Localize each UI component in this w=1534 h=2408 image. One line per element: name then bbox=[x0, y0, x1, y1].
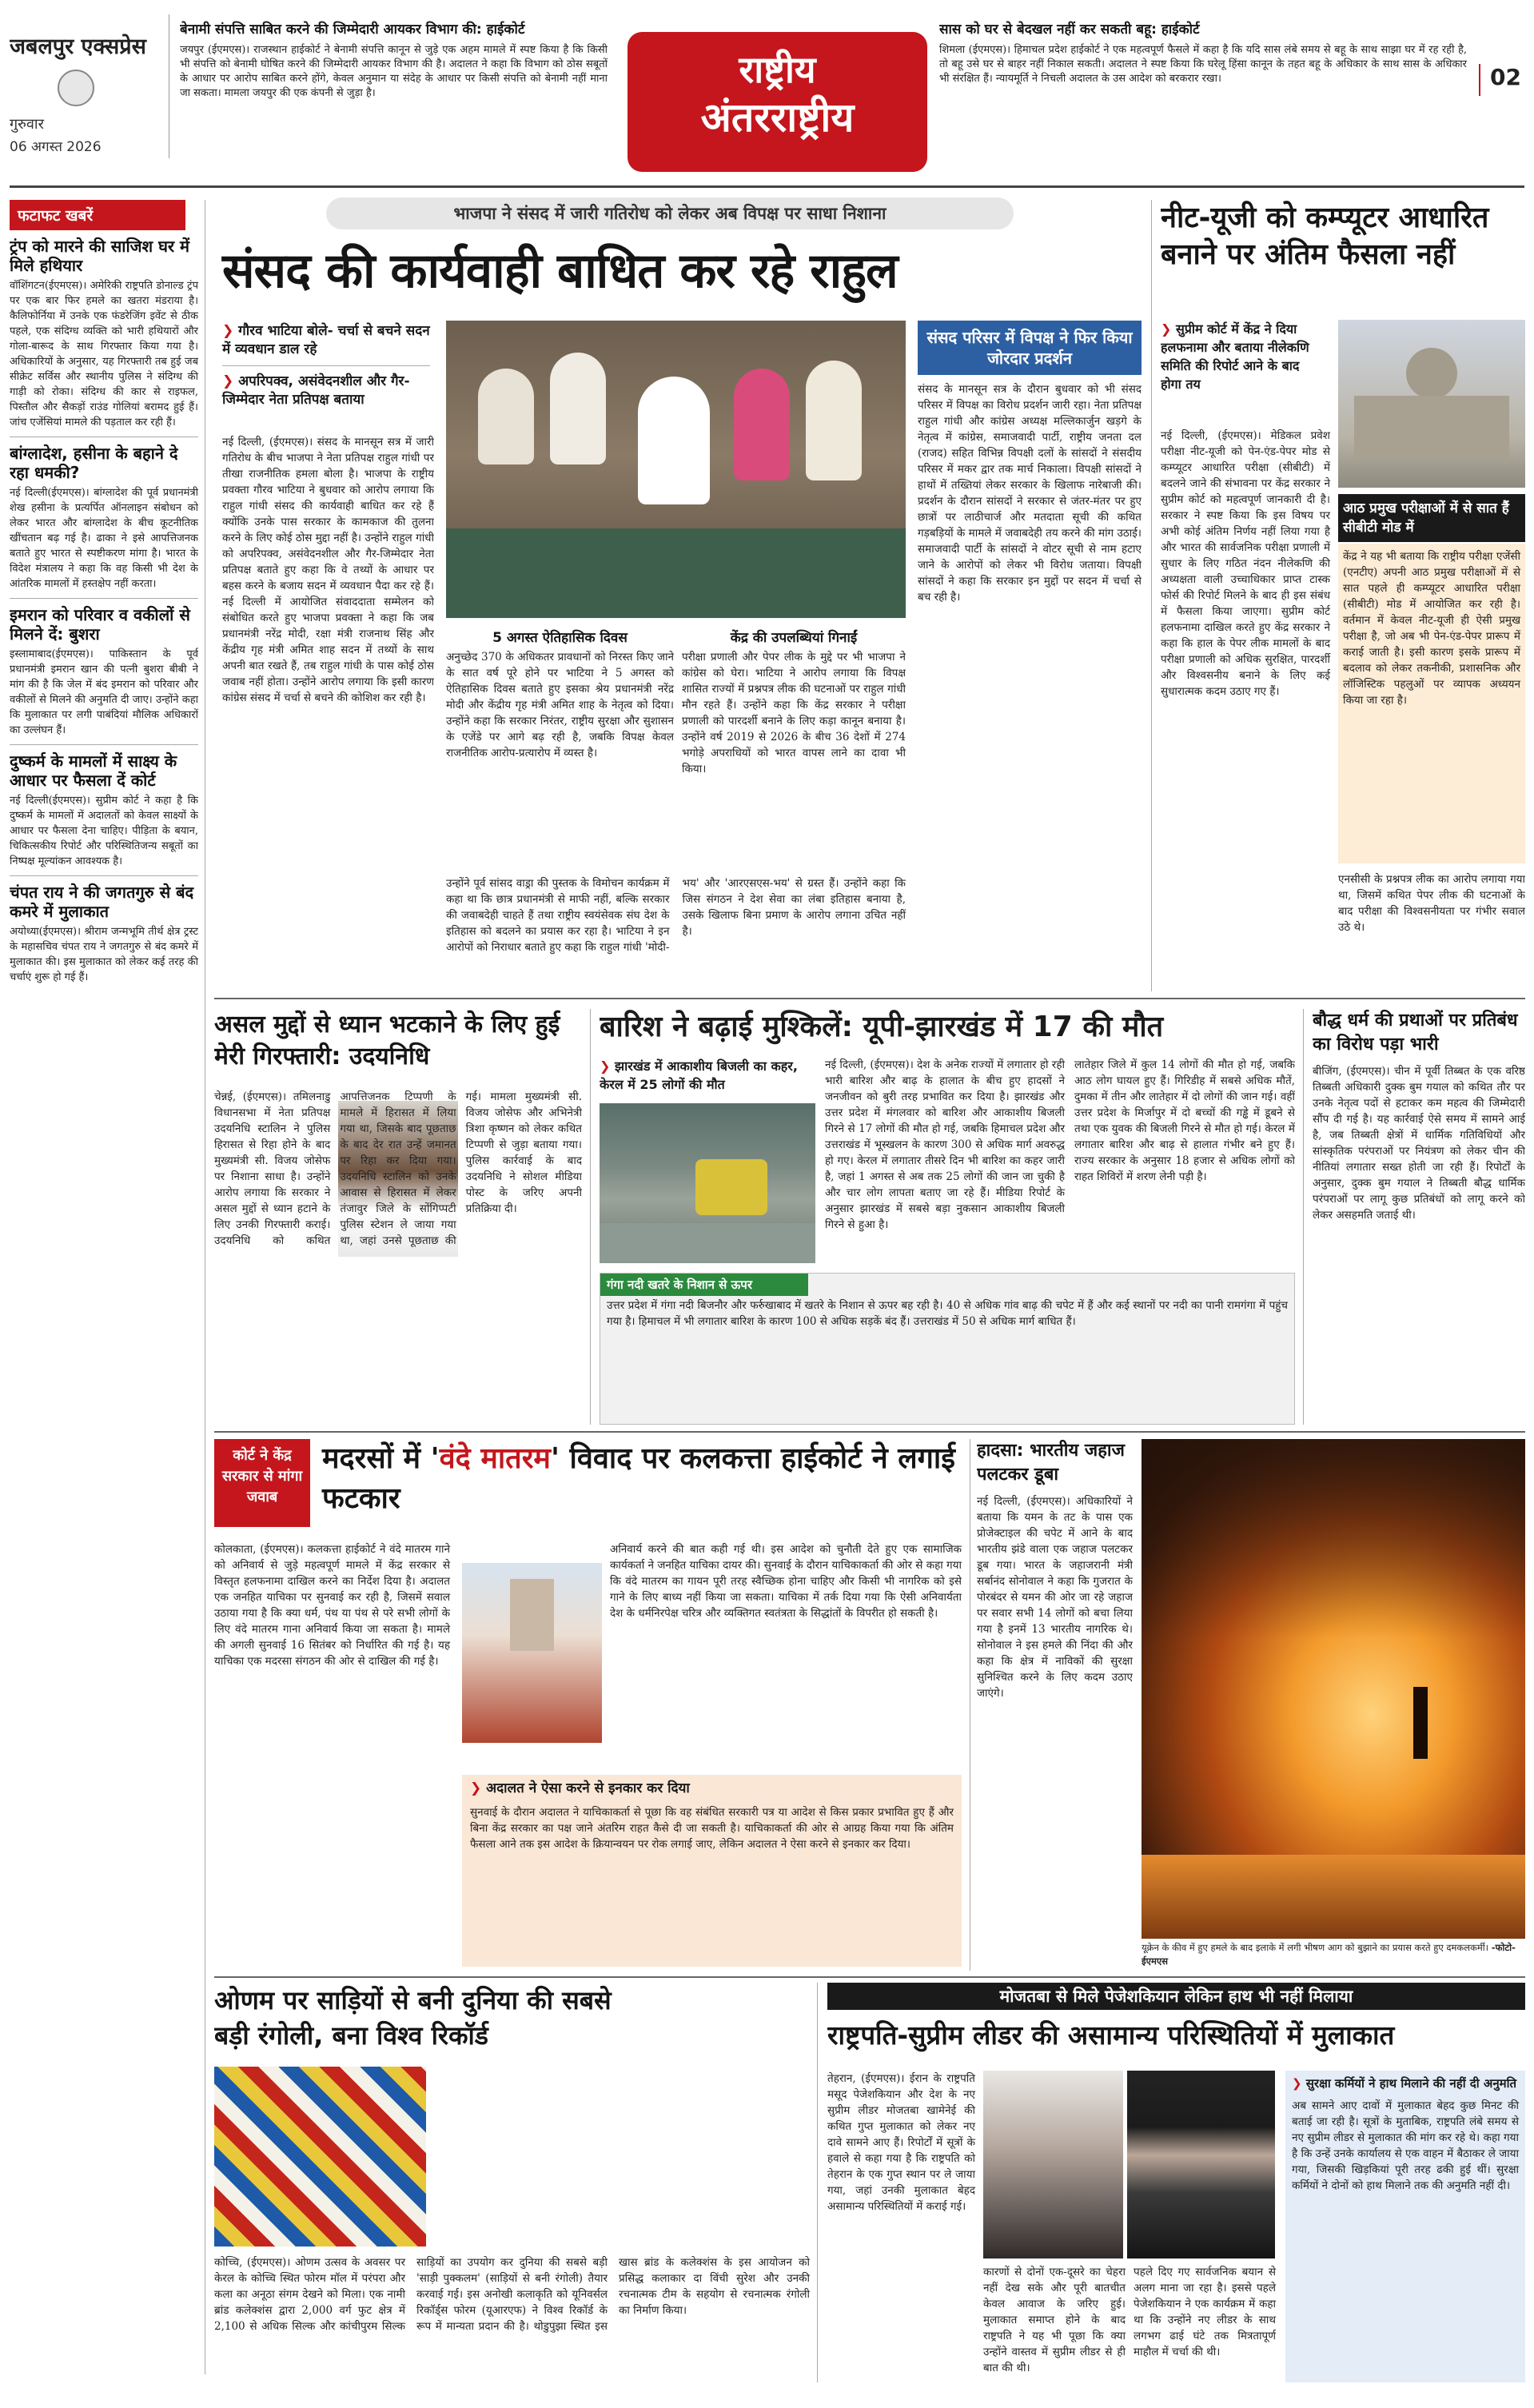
opposition-headline: संसद परिसर में विपक्ष ने फिर किया जोरदार प्रदर्शन bbox=[918, 321, 1142, 375]
neet-headline: नीट-यूजी को कम्प्यूटर आधारित बनाने पर अंतिम फैसला नहीं bbox=[1161, 201, 1489, 271]
lead-body: नई दिल्ली, (ईएमएस)। संसद के मानसून सत्र में जारी गतिरोध के बीच भाजपा ने नेता प्रतिपक्ष राहुल गांधी पर तीखा राजनीतिक हमला बोला है। भाजपा के राष्ट्रीय प्रवक्ता गौरव भाटिया ने बुधवार को आरोप लगाया कि राहुल गांधी संसद की कार्यवाही बाधित कर रहे हैं क्योंकि उनके पास सरकार के कामकाज की तुलना करने के लिए कोई ठोस मुद्दा नहीं है। उन्होंने राहुल गांधी को अपरिपक्व, असंवेदनशील और गैर-जिम्मेदार नेता प्रतिपक्ष बताते हुए कहा कि वे तथ्यों के आधार पर बहस करने के बजाय सदन में व्यवधान पैदा कर रहे हैं। नई दिल्ली में आयोजित संवाददाता सम्मेलन को संबोधित करते हुए भाजपा प्रवक्ता ने कहा कि जब प्रधानमंत्री नरेंद्र मोदी, रक्षा मंत्री राजनाथ सिंह और केंद्रीय गृह मंत्री अमित शाह सदन में तथ्यों के साथ अपनी बात रखते हैं, तब राहुल गांधी के पास कोई ठोस जवाब नहीं होता। उन्होंने आरोप लगाया कि इसी कारण कांग्रेस संसद में चर्चा से बचने की कोशिश कर रही है। bbox=[222, 436, 434, 704]
udhayanidhi-story bbox=[214, 1009, 582, 1425]
iran-mid2: पहले दिए गए सार्वजनिक बयान से अलग माना जा रहा है। इससे पहले पेजेशकियान ने एक कार्यक्रम में कहा था कि उन्होंने नए लीडर के साथ लगभग ढाई घंटे तक मित्रतापूर्ण माहौल में चर्चा की थी। bbox=[1134, 2266, 1276, 2358]
ganga-head: गंगा नदी खतरे के निशान से ऊपर bbox=[600, 1274, 808, 1296]
lead-col-b-head: 5 अगस्त ऐतिहासिक दिवस bbox=[492, 630, 628, 646]
section-rule-3 bbox=[214, 1976, 1525, 1978]
vande-box-head: ❯ अदालत ने ऐसा करने से इनकार कर दिया bbox=[470, 1780, 690, 1796]
masthead-rule bbox=[10, 185, 1524, 188]
lead-kicker: भाजपा ने संसद में जारी गतिरोध को लेकर अब विपक्ष पर साधा निशाना bbox=[326, 197, 1014, 229]
brief-3-body: इस्लामाबाद(ईएमएस)। पाकिस्तान के पूर्व प्रधानमंत्री इमरान खान की पत्नी बुशरा बीबी ने मांग की है कि जेल में बंद इमरान को परिवार और वकीलों से मिलने की अनुमति दी जाए। उन्होंने कहा कि मुलाकात पर लगी पाबंदियां मौलिक अधिकारों का उल्लंघन हैं। bbox=[10, 648, 198, 736]
top-right-headline: सास को घर से बेदखल नहीं कर सकती बहू: हाईकोर्ट bbox=[939, 22, 1200, 38]
fire-caption-credit: -फोटो-ईएमएस bbox=[1142, 1942, 1516, 1967]
lead-col-c-body: परीक्षा प्रणाली और पेपर लीक के मुद्दे पर भी भाजपा ने कांग्रेस को घेरा। भाटिया ने आरोप लगाया कि विपक्ष शासित राज्यों में प्रश्नपत्र लीक की घटनाओं पर राहुल गांधी मौन रहते हैं। उन्होंने कहा कि केंद्र सरकार ने परीक्षा प्रणाली को पारदर्शी बनाने के लिए कड़ा कानून बनाया है। उन्होंने वर्ष 2019 से 2026 के बीच 36 देशों में 274 भगोड़े अपराधियों को भारत वापस लाने का दावा भी किया। bbox=[682, 651, 906, 775]
section-line2: अंतरराष्ट्रीय bbox=[700, 94, 855, 141]
lead-sub1: ❯ गौरव भाटिया बोले- चर्चा से बचने सदन में व्यवधान डाल रहे bbox=[222, 323, 430, 357]
brief-5-headline: चंपत राय ने की जगतगुरु से बंद कमरे में मुलाकात bbox=[10, 883, 194, 921]
section-rule-1 bbox=[214, 998, 1525, 999]
brief-2-body: नई दिल्ली(ईएमएस)। बांग्लादेश की पूर्व प्रधानमंत्री शेख हसीना के प्रत्यर्पित ऑनलाइन संबोधन को लेकर भारत और बांग्लादेश के बीच कूटनीतिक खींचतान बढ़ गई है। ढाका ने इसे आपत्तिजनक बताते हुए भारत से स्पष्टीकरण मांगा है। भारत के विदेश मंत्रालय ने कहा कि वह किसी भी देश के आंतरिक मामलों में हस्तक्षेप नहीं करता। bbox=[10, 487, 198, 590]
opposition-box bbox=[918, 321, 1142, 988]
fire-caption-text: यूक्रेन के कीव में हुए हमले के बाद इलाके में लगी भीषण आग को बुझाने का प्रयास करते हुए दमकलकर्मी। bbox=[1142, 1942, 1489, 1953]
brief-4-body: नई दिल्ली(ईएमएस)। सुप्रीम कोर्ट ने कहा है कि दुष्कर्म के मामलों में अदालतों को केवल साक्ष्यों के आधार पर फैसला देना चाहिए। पीड़िता के बयान, चिकित्सकीय रिपोर्ट और परिस्थितिजन्य सबूतों का निष्पक्ष मूल्यांकन आवश्यक है। bbox=[10, 795, 198, 867]
issue-day: गुरुवार bbox=[10, 116, 44, 133]
vande-box bbox=[462, 1775, 962, 1967]
iran-box-head: ❯ सुरक्षा कर्मियों ने हाथ मिलाने की नहीं दी अनुमति bbox=[1292, 2076, 1517, 2091]
lead-photo bbox=[446, 321, 906, 618]
paper-emblem bbox=[58, 70, 94, 106]
lead-subheads bbox=[222, 322, 430, 409]
issue-date: 06 अगस्त 2026 bbox=[10, 139, 102, 155]
fire-caption bbox=[1142, 1941, 1525, 1970]
fatafat-label: फटाफट खबरें bbox=[10, 200, 185, 230]
rain-body2: लातेहार जिले में कुल 14 लोगों की मौत हो गई, जबकि आठ लोग घायल हुए हैं। गिरिडीह में सबसे अधिक मौतें, दुमका में तीन और लातेहार में दो लोगों की जान गई। वहीं उत्तर प्रदेश के मिर्जापुर में दो बच्चों की गड्ढे में डूबने से तथा एक युवक की बिजली गिरने से मौत हो गई। केरल में लगातार बारिश और बाढ़ से हालात गंभीर बने हुए हैं। राज्य सरकार के अनुसार 18 हजार से अधिक लोगों को राहत शिविरों में शरण लेनी पड़ी है। bbox=[1074, 1058, 1295, 1183]
udhayanidhi-headline: असल मुद्दों से ध्यान भटकाने के लिए हुई मेरी गिरफ्तारी: उदयनिधि bbox=[214, 1011, 560, 1070]
vande-body: कोलकाता, (ईएमएस)। कलकत्ता हाईकोर्ट ने वंदे मातरम गाने को अनिवार्य से जुड़े महत्वपूर्ण मामले में केंद्र सरकार से विस्तृत हलफनामा दाखिल करने का निर्देश दिया है। अदालत एक जनहित याचिका पर सुनवाई कर रही है, जिसमें सवाल उठाया गया है कि क्या धर्म, पंथ या पंथ से परे सभी लोगों के लिए वंदे मातरम गाना अनिवार्य किया जा सकता है। मामले की अगली सुनवाई 16 सितंबर को निर्धारित की गई है। यह याचिका एक मदरसा संगठन की ओर से दाखिल की गई है। bbox=[214, 1543, 450, 1668]
rain-story bbox=[600, 1009, 1295, 1425]
brief-5-body: अयोध्या(ईएमएस)। श्रीराम जन्मभूमि तीर्थ क्षेत्र ट्रस्ट के महासचिव चंपत राय ने जगतगुरु से बंद कमरे में मुलाकात की। इस मुलाकात को लेकर कई तरह की चर्चाएं शुरू हो गई हैं। bbox=[10, 926, 198, 983]
brief-2-headline: बांग्लादेश, हसीना के बहाने दे रहा धमकी? bbox=[10, 444, 178, 482]
rain-sub: ❯ झारखंड में आकाशीय बिजली का कहर, केरल में 25 लोगों की मौत bbox=[600, 1058, 798, 1092]
ship-body: नई दिल्ली, (ईएमएस)। अधिकारियों ने बताया कि यमन के तट के पास एक प्रोजेक्टाइल की चपेट में आने के बाद भारतीय झंडे वाला एक जहाज पलटकर डूब गया। भारत के जहाजरानी मंत्री सर्बानंद सोनोवाल ने कहा कि गुजरात के पोरबंदर से यमन की ओर जा रहे जहाज पर सवार सभी 14 लोगों को बचा लिया गया है इनमें 13 भारतीय नागरिक थे। सोनोवाल ने इस हमले की निंदा की और कहा कि क्षेत्र में नाविकों की सुरक्षा सुनिश्चित करने के लिए कदम उठाए जाएंगे। bbox=[977, 1495, 1133, 1700]
brief-1 bbox=[10, 237, 198, 430]
pezeshkian-photo bbox=[983, 2071, 1123, 2258]
masthead-logo-box bbox=[10, 14, 169, 158]
iran-headline: राष्ट्रपति-सुप्रीम लीडर की असामान्य परिस्थितियों में मुलाकात bbox=[827, 2019, 1395, 2051]
iran-kicker: मोजतबा से मिले पेजेशकियान लेकिन हाथ भी नहीं मिलाया bbox=[827, 1983, 1525, 2010]
lead-headline: संसद की कार्यवाही बाधित कर रहे राहुल bbox=[222, 243, 898, 299]
vande-story bbox=[214, 1439, 962, 1971]
brief-1-body: वॉशिंगटन(ईएमएस)। अमेरिकी राष्ट्रपति डोनाल्ड ट्रंप पर एक बार फिर हमले का खतरा मंडराया है। कैलिफोर्निया में उनके एक फंडरेजिंग इवेंट से ठीक पहले, एक संदिग्ध व्यक्ति को भारी हथियारों और गोला-बारूद के साथ गिरफ्तार किया गया है। अधिकारियों के अनुसार, यह गिरफ्तारी तब हुई जब सीक्रेट सर्विस और स्थानीय पुलिस ने संदिग्ध की गाड़ी को रोका। संदिग्ध की कार से राइफल, पिस्तौल और सैकड़ों राउंड गोलियां बरामद हुई हैं। जांच एजेंसियां मामले की पड़ताल कर रही हैं। bbox=[10, 280, 198, 429]
vande-box-body: सुनवाई के दौरान अदालत ने याचिकाकर्ता से पूछा कि वह संबंधित सरकारी पत्र या आदेश से किस प्रकार प्रभावित हुए हैं और बिना केंद्र सरकार का पक्ष जाने अंतरिम राहत कैसे दी जा सकती है। याचिकाकर्ता की ओर से आग्रह किया गया कि अंतिम फैसला आने तक इस आदेश के क्रियान्वयन पर रोक लगाई जाए, लेकिन अदालत ने ऐसा करने से इनकार कर दिया। bbox=[470, 1806, 954, 1851]
iran-story bbox=[827, 1983, 1525, 2382]
vande-col2: अनिवार्य करने की बात कही गई थी। इस आदेश को चुनौती देते हुए एक सामाजिक कार्यकर्ता ने जनहित याचिका दायर की। सुनवाई के दौरान याचिकाकर्ता की ओर से कहा गया कि वंदे मातरम का गायन पूरी तरह स्वैच्छिक होना चाहिए और किसी भी नागरिक को इसे गाने के लिए बाध्य नहीं किया जा सकता। याचिका में तर्क दिया गया कि ऐसी अनिवार्यता देश के धर्मनिरपेक्ष चरित्र और व्यक्तिगत स्वतंत्रता के सिद्धांतों के विपरीत हो सकती है। bbox=[610, 1543, 962, 1620]
top-left-body: जयपुर (ईएमएस)। राजस्थान हाईकोर्ट ने बेनामी संपत्ति कानून से जुड़े एक अहम मामले में स्पष्ट किया है कि किसी भी संपत्ति को बेनामी घोषित करने की जिम्मेदारी आयकर विभाग की है। अदालत ने कहा कि विभाग को ठोस सबूतों के आधार पर आरोप साबित करने होंगे, केवल अनुमान या संदेह के आधार पर किसी संपत्ति को बेनामी नहीं माना जा सकता। मामला जयपुर की एक कंपनी से जुड़ा है। bbox=[180, 44, 608, 99]
opposition-body: संसद के मानसून सत्र के दौरान बुधवार को भी संसद परिसर में विपक्ष का विरोध प्रदर्शन जारी रहा। नेता प्रतिपक्ष राहुल गांधी और कांग्रेस अध्यक्ष मल्लिकार्जुन खड़गे के नेतृत्व में कांग्रेस, समाजवादी पार्टी, राष्ट्रीय जनता दल (राजद) सहित विभिन्न विपक्षी दलों के सांसदों ने संसदीय परिसर में मकर द्वार तक मार्च निकाला। विपक्षी सांसदों ने हाथों में तख्तियां लेकर सरकार के खिलाफ नारेबाजी की। प्रदर्शन के दौरान सांसदों ने सरकार से जंतर-मंतर पर हुए छात्रों पर लाठीचार्ज और मतदाता सूची की कथित गड़बड़ियों के मामले में जवाबदेही तय करने की मांग उठाई। समाजवादी पार्टी के सांसदों ने वोटर सूची से नाम हटाए जाने के आरोपों को लेकर भी विरोध जताया। विपक्षी सांसदों ने कहा कि सरकार इन मुद्दों पर सदन में चर्चा से बच रही है। bbox=[918, 383, 1142, 604]
iran-box-body: अब सामने आए दावों में मुलाकात बेहद कुछ मिनट की बताई जा रही है। सूत्रों के मुताबिक, राष्ट्रपति लंबे समय से नए सुप्रीम लीडर से मुलाकात की मांग कर रहे थे। कहा गया है कि उन्हें उनके कार्यालय से एक वाहन में बैठाकर ले जाया गया, जिसकी खिड़कियां पूरी तरह ढकी हुई थीं। सुरक्षा कर्मियों ने दोनों को हाथ मिलाने तक की अनुमति नहीं दी। bbox=[1292, 2099, 1519, 2192]
neet-box-head: आठ प्रमुख परीक्षाओं में से सात हैं सीबीटी मोड में bbox=[1338, 494, 1525, 542]
udhayanidhi-divider bbox=[590, 1009, 591, 1425]
vande-headline: मदरसों में 'वंदे मातरम' विवाद पर कलकत्ता हाईकोर्ट ने लगाई फटकार bbox=[322, 1442, 955, 1515]
buddh-headline: बौद्ध धर्म की प्रथाओं पर प्रतिबंध का विरोध पड़ा भारी bbox=[1313, 1011, 1518, 1054]
top-left-headline: बेनामी संपत्ति साबित करने की जिम्मेदारी आयकर विभाग की: हाईकोर्ट bbox=[180, 22, 525, 38]
rain-photo bbox=[600, 1103, 815, 1263]
iran-body: तेहरान, (ईएमएस)। ईरान के राष्ट्रपति मसूद पेजेशकियान और देश के नए सुप्रीम लीडर मोजतबा खामेनेई की कथित गुप्त मुलाकात को लेकर नए दावे सामने आए हैं। रिपोर्टों में सूत्रों के हवाले से कहा गया है कि राष्ट्रपति को तेहरान के एक गुप्त स्थान पर ले जाया गया, जहां उनकी मुलाकात बेहद असामान्य परिस्थितियों में कराई गई। bbox=[827, 2072, 975, 2213]
high-court-photo bbox=[462, 1563, 602, 1743]
onam-divider bbox=[817, 1983, 818, 2382]
brief-3 bbox=[10, 605, 198, 738]
buddh-story bbox=[1313, 1009, 1525, 1425]
onam-headline: ओणम पर साड़ियों से बनी दुनिया की सबसे बड़ी रंगोली, बना विश्व रिकॉर्ड bbox=[214, 1985, 612, 2051]
section-rule-2 bbox=[214, 1431, 1525, 1433]
top-right-body: शिमला (ईएमएस)। हिमाचल प्रदेश हाईकोर्ट ने एक महत्वपूर्ण फैसले में कहा है कि यदि सास लंबे समय से बहू के साथ साझा घर में रह रही है, तो बहू उसे घर से बाहर नहीं निकाल सकती। अदालत ने स्पष्ट किया कि घरेलू हिंसा कानून के तहत बहू के अधिकार के साथ सास के अधिकार भी संरक्षित हैं। न्यायमूर्ति ने निचली अदालत के उस आदेश को बरकरार रखा। bbox=[939, 44, 1467, 85]
lead-bottom: उन्होंने पूर्व सांसद वाड्रा की पुस्तक के विमोचन कार्यक्रम में कहा था कि छात्र प्रधानमंत्री से माफी नहीं, बल्कि सरकार की जवाबदेही चाहते हैं तथा राष्ट्रीय स्वयंसेवक संघ देश के इतिहास को बदलने का प्रयास कर रहा है। भाटिया ने इन आरोपों को निराधार बताते हुए कहा कि राहुल गांधी 'मोदी-भय' और 'आरएसएस-भय' से ग्रस्त हैं। उन्होंने कहा कि जिस संगठन ने देश सेवा का लंबा इतिहास बनाया है, उसके खिलाफ बिना प्रमाण के आरोप लगाना उचित नहीं है। bbox=[446, 877, 906, 954]
ganga-body: उत्तर प्रदेश में गंगा नदी बिजनौर और फर्रुखाबाद में खतरे के निशान से ऊपर बह रही है। 40 से अधिक गांव बाढ़ की चपेट में हैं और कई स्थानों पर नदी का पानी रामगंगा में पहुंच गया है। हिमाचल में भी लगातार बारिश के कारण 100 से अधिक सड़कें बंद हैं। उत्तराखंड में 50 से अधिक मार्ग बाधित हैं। bbox=[607, 1299, 1288, 1328]
mojtaba-photo bbox=[1127, 2071, 1275, 2258]
brief-1-headline: ट्रंप को मारने की साजिश घर में मिले हथियार bbox=[10, 237, 189, 275]
onam-story bbox=[214, 1983, 810, 2382]
lead-story bbox=[214, 196, 1142, 991]
iran-mid: कारणों से दोनों एक-दूसरे का चेहरा नहीं देख सके और पूरी बातचीत केवल आवाज के जरिए हुई। मुलाकात समाप्त होने के बाद राष्ट्रपति ने यह भी पूछा कि क्या उन्होंने वास्तव में सुप्रीम लीडर से ही बात की थी। bbox=[983, 2266, 1126, 2374]
neet-bottom: एनसीसी के प्रश्नपत्र लीक का आरोप लगाया गया था, जिसमें कथित पेपर लीक की घटनाओं के बाद परीक्षा की विश्वसनीयता पर गंभीर सवाल उठे थे। bbox=[1338, 873, 1525, 934]
ship-headline: हादसा: भारतीय जहाज पलटकर डूबा bbox=[977, 1441, 1125, 1485]
brief-3-headline: इमरान को परिवार व वकीलों से मिलने दें: बुशरा bbox=[10, 605, 190, 644]
neet-body: नई दिल्ली, (ईएमएस)। मेडिकल प्रवेश परीक्षा नीट-यूजी को पेन-एंड-पेपर मोड से कम्प्यूटर आधारित परीक्षा (सीबीटी) में बदलने जाने की संभावना पर केंद्र सरकार ने सुप्रीम कोर्ट को महत्वपूर्ण जानकारी दी है। सरकार ने स्पष्ट किया कि इस विषय पर अभी कोई अंतिम निर्णय नहीं लिया गया है और भारत की सार्वजनिक परीक्षा प्रणाली में सुधार के लिए गठित नंदन नीलेकणि की अध्यक्षता वाली उच्चाधिकार प्राप्त टास्क फोर्स की रिपोर्ट मिलने के बाद ही इस संबंध में फैसला किया जाएगा। सुप्रीम कोर्ट हलफनामा दाखिल करते हुए केंद्र सरकार ने कहा कि हाल के पेपर लीक मामलों के बाद परीक्षा प्रणाली को अधिक सुरक्षित, पारदर्शी और विश्वसनीय बनाने के लिए कई सुधारात्मक कदम उठाए गए हैं। bbox=[1161, 429, 1330, 698]
lead-col-b bbox=[446, 628, 674, 867]
lead-sub2: ❯ अपरिपक्व, असंवेदनशील और गैर-जिम्मेदार नेता प्रतिपक्ष बताया bbox=[222, 373, 410, 408]
rain-body: नई दिल्ली, (ईएमएस)। देश के अनेक राज्यों में लगातार हो रही भारी बारिश और बाढ़ के हालात के बीच हुए हादसों ने जनजीवन को बुरी तरह प्रभावित कर दिया है। झारखंड और उत्तर प्रदेश में मंगलवार को बारिश और आकाशीय बिजली गिरने से 17 लोगों की मौत हो गई, जबकि हिमाचल प्रदेश और उत्तराखंड में भूस्खलन के कारण 300 से अधिक मार्ग अवरुद्ध हो गए। केरल में लगातार तीसरे दिन भी बारिश का कहर जारी है, जहां 1 अगस्त से अब तक 25 लोगों की जान जा चुकी है और चार लोग लापता बताए जा रहे हैं। मीडिया रिपोर्ट के अनुसार झारखंड में सबसे बड़ा नुकसान आकाशीय बिजली गिरने से हुआ है। bbox=[825, 1058, 1065, 1231]
neet-box-body: केंद्र ने यह भी बताया कि राष्ट्रीय परीक्षा एजेंसी (एनटीए) अपनी आठ प्रमुख परीक्षाओं में से सात पहले ही कम्प्यूटर आधारित परीक्षा (सीबीटी) मोड में आयोजित कर रही है। वर्तमान में केवल नीट-यूजी ही ऐसी प्रमुख परीक्षा है, जो अब भी पेन-एंड-पेपर प्रारूप में कराई जाती है। इसी कारण इसके प्रारूप में बदलाव को लेकर तकनीकी, प्रशासनिक और लॉजिस्टिक पहलुओं पर व्यापक अध्ययन किया जा रहा है। bbox=[1338, 544, 1525, 863]
lead-col-c-head: केंद्र की उपलब्धियां गिनाईं bbox=[730, 630, 858, 646]
brief-2 bbox=[10, 444, 198, 592]
rangoli-photo bbox=[214, 2067, 426, 2247]
fire-photo bbox=[1142, 1439, 1525, 1939]
supreme-court-photo bbox=[1338, 320, 1525, 488]
brief-5 bbox=[10, 883, 198, 985]
lead-divider bbox=[1151, 200, 1152, 991]
top-left-story bbox=[180, 21, 608, 161]
neet-sub: ❯ सुप्रीम कोर्ट में केंद्र ने दिया हलफनामा और बताया नीलेकणि समिति की रिपोर्ट आने के बाद होगा तय bbox=[1161, 321, 1309, 392]
onam-body: कोच्चि, (ईएमएस)। ओणम उत्सव के अवसर पर केरल के कोच्चि स्थित फोरम मॉल में परंपरा और कला का अनूठा संगम देखने को मिला। एक नामी ब्रांड कलेक्शंस द्वारा 2,000 वर्ग फुट क्षेत्र में 2,100 से अधिक सिल्क और कांचीपुरम सिल्क साड़ियों का उपयोग कर दुनिया की सबसे बड़ी 'साड़ी पुक्कलम' (साड़ियों से बनी रंगोली) तैयार करवाई गई। इस अनोखी कलाकृति को यूनिवर्सल रिकॉर्ड्स फोरम (यूआरएफ) ने विश्व रिकॉर्ड के रूप में मान्यता प्रदान की है। थोडुपुझा स्थित इस खास ब्रांड के कलेक्शंस के इस आयोजन को प्रसिद्ध कलाकार दा विंची सुरेश और उनकी रचनात्मक टीम के सहयोग से रचनात्मक रंगोली का निर्माण किया। bbox=[214, 2256, 810, 2333]
iran-box bbox=[1285, 2071, 1525, 2382]
udhayanidhi-body: चेन्नई, (ईएमएस)। तमिलनाडु विधानसभा में नेता प्रतिपक्ष उदयनिधि स्टालिन ने पुलिस हिरासत से रिहा होने के बाद मुख्यमंत्री सी. विजय जोसेफ पर निशाना साधा है। उन्होंने आरोप लगाया कि सरकार ने असल मुद्दों से ध्यान हटाने के लिए उनकी गिरफ्तारी कराई। उदयनिधि को कथित आपत्तिजनक टिप्पणी के मामले में हिरासत में लिया गया था, जिसके बाद पूछताछ के बाद देर रात उन्हें जमानत पर रिहा कर दिया गया। उदयनिधि स्टालिन को उनके आवास से हिरासत में लेकर तंजावुर जिले के सोंगिप्पटी पुलिस स्टेशन ले जाया गया था, जहां उनसे पूछताछ की गई। मामला मुख्यमंत्री सी. विजय जोसेफ और अभिनेत्री त्रिशा कृष्णन को लेकर कथित टिप्पणी से जुड़ा बताया गया। पुलिस कार्रवाई के बाद उदयनिधि ने सोशल मीडिया पोस्ट के जरिए अपनी प्रतिक्रिया दी। bbox=[214, 1090, 582, 1247]
neet-story bbox=[1161, 200, 1525, 991]
rain-divider bbox=[1303, 1009, 1304, 1425]
section-line1: राष्ट्रीय bbox=[739, 48, 816, 91]
masthead bbox=[0, 0, 1534, 185]
lead-col-b-body: अनुच्छेद 370 के अधिकतर प्रावधानों को निरस्त किए जाने के सात वर्ष पूरे होने पर भाटिया ने 5 अगस्त को ऐतिहासिक दिवस बताते हुए इसका श्रेय प्रधानमंत्री नरेंद्र मोदी और केंद्रीय गृह मंत्री अमित शाह के नेतृत्व को दिया। उन्होंने कहा कि सरकार निरंतर, राष्ट्रीय सुरक्षा और सुशासन के एजेंडे पर आगे बढ़ रही है, जबकि विपक्ष केवल राजनीतिक आरोप-प्रत्यारोप में व्यस्त है। bbox=[446, 651, 674, 759]
ship-story bbox=[977, 1439, 1133, 1971]
fatafat-column bbox=[10, 200, 198, 2374]
page-number: 02 bbox=[1479, 64, 1527, 96]
brief-4 bbox=[10, 752, 198, 869]
top-right-story bbox=[939, 21, 1467, 161]
vande-tag: कोर्ट ने केंद्र सरकार से मांगा जवाब bbox=[214, 1439, 310, 1527]
brief-4-headline: दुष्कर्म के मामलों में साक्ष्य के आधार पर फैसला दें कोर्ट bbox=[10, 752, 177, 790]
rain-headline: बारिश ने बढ़ाई मुश्किलें: यूपी-झारखंड में 17 की मौत bbox=[600, 1011, 1164, 1043]
section-banner bbox=[628, 32, 927, 172]
buddh-body: बीजिंग, (ईएमएस)। चीन में पूर्वी तिब्बत के एक वरिष्ठ तिब्बती अधिकारी दुक्क बुम गयाल को कथित तौर पर उनके नेतृत्व पदों से हटाकर कम महत्व की जिम्मेदारी सौंप दी गई है। यह कार्रवाई ऐसे समय में सामने आई है, जब तिब्बती क्षेत्रों में धार्मिक गतिविधियों और सांस्कृतिक परंपराओं पर नियंत्रण को लेकर चीन की नीतियां लगातार सख्त होती जा रही हैं। रिपोर्टों के अनुसार, दुक्क बुम गयाल ने तिब्बती बौद्ध धार्मिक परंपराओं पर लागू कुछ प्रतिबंधों को लागू करने को लेकर असहमति जताई थी। bbox=[1313, 1065, 1525, 1222]
paper-name: जबलपुर एक्सप्रेस bbox=[10, 34, 146, 59]
ganga-box bbox=[600, 1273, 1295, 1425]
lead-col-c bbox=[682, 628, 906, 867]
